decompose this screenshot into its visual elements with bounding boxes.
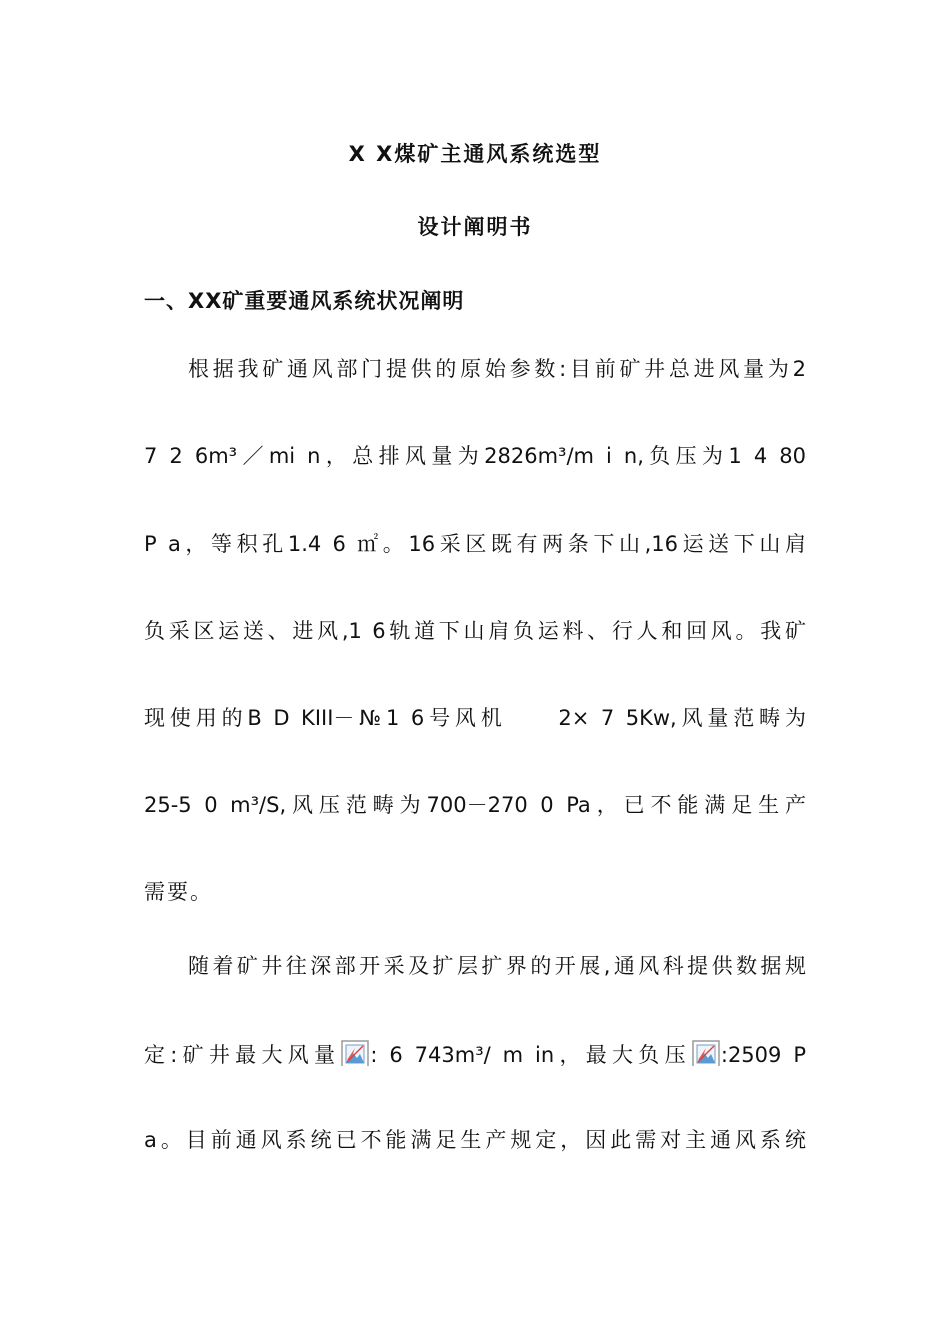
paragraph-line-with-images [144,1040,806,1066]
paragraph-line: 随着矿井往深部开采及扩层扩界的开展,通风科提供数据规 [188,954,806,978]
document-subtitle: 设计阐明书 [417,215,533,239]
paragraph-line: a。目前通风系统已不能满足生产规定，因此需对主通风系统 [144,1128,806,1152]
paragraph-line: 7 2 6m³／mi n，总排风量为2826m³/m i n,负压为1 4 80 [144,444,806,468]
broken-image-icon [692,1040,720,1066]
paragraph-line: 25-5 0 m³/S,风压范畴为700－270 0 Pa，已不能满足生产 [144,793,806,817]
paragraph-line: 现使用的B D KIII－№1 6号风机 2× 7 5Kw,风量范畴为 [144,706,806,730]
text-segment: : 6 743m³/ m in，最大负压 [370,1043,691,1066]
broken-image-icon [341,1040,369,1066]
section-heading: 一、XX矿重要通风系统状况阐明 [144,289,465,313]
paragraph-line: 需要。 [144,880,213,904]
document-title: X X煤矿主通风系统选型 [348,142,602,166]
text-segment: :2509 P [720,1043,806,1066]
paragraph-line: 根据我矿通风部门提供的原始参数:目前矿井总进风量为2 [188,357,806,381]
paragraph-line: P a，等积孔1.4 6 ㎡。16采区既有两条下山,16运送下山肩 [144,532,806,556]
text-segment: 定:矿井最大风量 [144,1043,341,1066]
paragraph-line: 负采区运送、进风,1 6轨道下山肩负运料、行人和回风。我矿 [144,619,806,643]
